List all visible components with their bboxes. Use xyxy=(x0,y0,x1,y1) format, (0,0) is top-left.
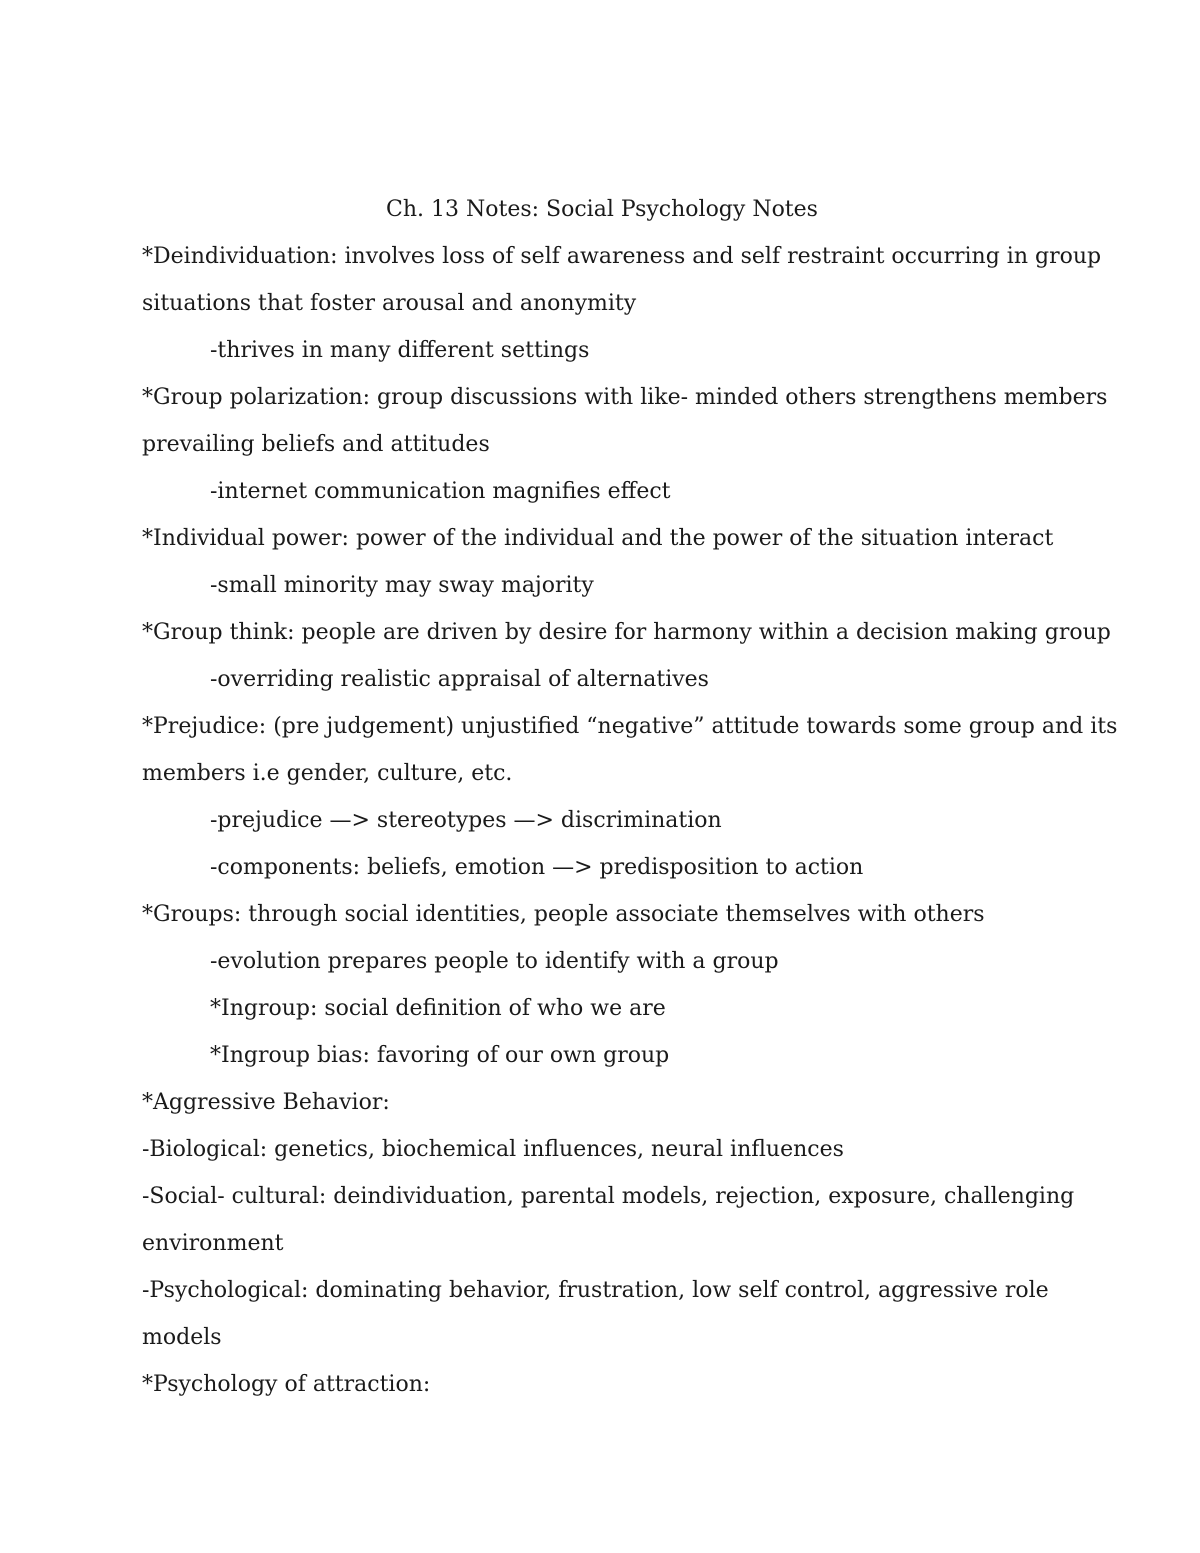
note-subline: -prejudice —> stereotypes —> discrimination xyxy=(210,808,722,833)
note-line: *Deindividuation: involves loss of self awareness and self restraint occurring in group xyxy=(142,244,1102,269)
note-line: *Group polarization: group discussions with like- minded others strengthens members xyxy=(142,385,1108,410)
page-title: Ch. 13 Notes: Social Psychology Notes xyxy=(386,197,818,222)
note-subline: -thrives in many different settings xyxy=(210,338,590,363)
note-line: situations that foster arousal and anonymity xyxy=(142,291,637,316)
note-line: *Psychology of attraction: xyxy=(142,1372,431,1397)
note-subline: *Ingroup bias: favoring of our own group xyxy=(210,1043,670,1068)
note-line: -Biological: genetics, biochemical influences, neural influences xyxy=(142,1137,844,1162)
note-subline: -internet communication magnifies effect xyxy=(210,479,671,504)
note-line: environment xyxy=(142,1231,284,1256)
note-subline: -evolution prepares people to identify with a group xyxy=(210,949,779,974)
notes-list xyxy=(142,233,1118,1408)
note-line: members i.e gender, culture, etc. xyxy=(142,761,513,786)
note-line: *Prejudice: (pre judgement) unjustified “negative” attitude towards some group and its xyxy=(142,714,1118,739)
note-line: *Individual power: power of the individual and the power of the situation interact xyxy=(142,526,1054,551)
note-subline: -components: beliefs, emotion —> predisposition to action xyxy=(210,855,864,880)
note-line: *Groups: through social identities, people associate themselves with others xyxy=(142,902,985,927)
note-subline: *Ingroup: social definition of who we are xyxy=(210,996,666,1021)
note-line: -Social- cultural: deindividuation, parental models, rejection, exposure, challenging xyxy=(142,1184,1075,1209)
note-subline: -small minority may sway majority xyxy=(210,573,594,598)
note-line: models xyxy=(142,1325,222,1350)
document-body xyxy=(142,186,1118,1408)
note-line: prevailing beliefs and attitudes xyxy=(142,432,490,457)
note-line: *Group think: people are driven by desire for harmony within a decision making group xyxy=(142,620,1111,645)
note-line: -Psychological: dominating behavior, frustration, low self control, aggressive role xyxy=(142,1278,1049,1303)
note-subline: -overriding realistic appraisal of alternatives xyxy=(210,667,709,692)
note-line: *Aggressive Behavior: xyxy=(142,1090,390,1115)
